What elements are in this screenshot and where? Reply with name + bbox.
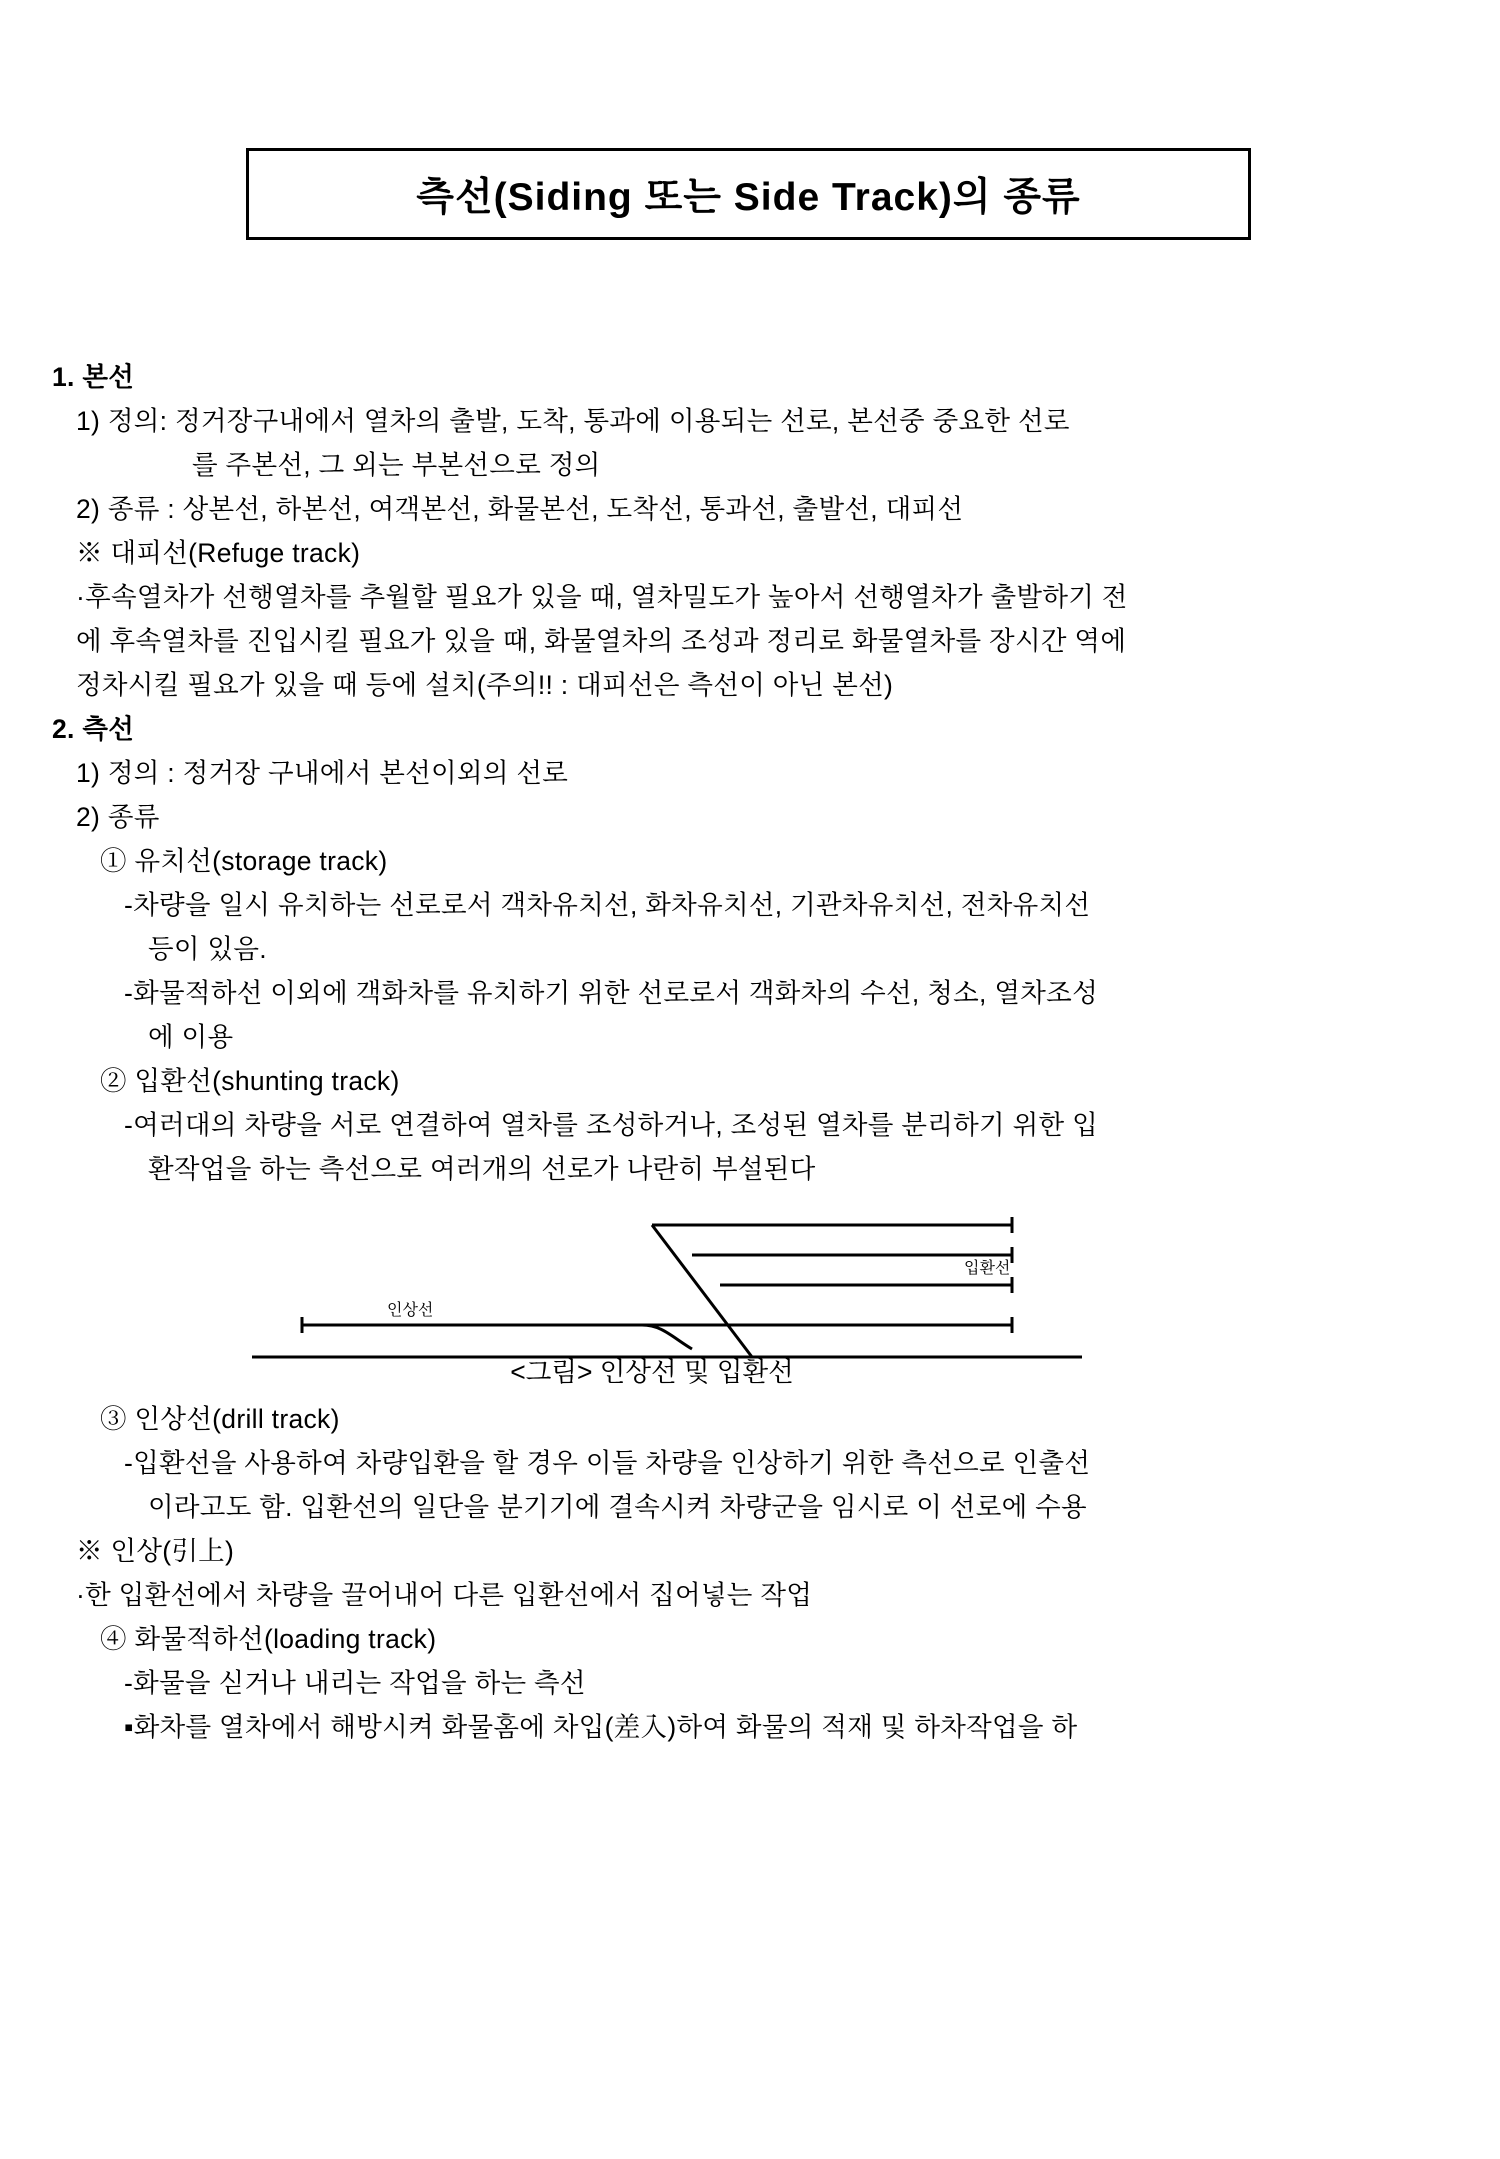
section-3-line-5: ·한 입환선에서 차량을 끌어내어 다른 입환선에서 집어넣는 작업	[76, 1580, 813, 1610]
section-2-line-6: -화물적하선 이외에 객화차를 유치하기 위한 선로로서 객화차의 수선, 청소, 열차조성	[124, 978, 1098, 1008]
page-title: 측선(Siding 또는 Side Track)의 종류	[416, 176, 1081, 219]
document-body	[52, 355, 1452, 1749]
section-2-line-7: 에 이용	[148, 1022, 234, 1052]
section-1-line-6: 에 후속열차를 진입시킬 필요가 있을 때, 화물열차의 조성과 정리로 화물열차를 장시간 역에	[76, 626, 1127, 656]
section-3-line-8: ▪화차를 열차에서 해방시켜 화물홈에 차입(差入)하여 화물의 적재 및 하차작업을 하	[124, 1712, 1078, 1742]
section-1-line-3: 2) 종류 : 상본선, 하본선, 여객본선, 화물본선, 도착선, 통과선, 출발선, 대피선	[76, 494, 964, 524]
section-2-line-3: ① 유치선(storage track)	[100, 846, 388, 876]
section-2-line-8: ② 입환선(shunting track)	[100, 1066, 400, 1096]
section-1-line-5: ·후속열차가 선행열차를 추월할 필요가 있을 때, 열차밀도가 높아서 선행열차가 출발하기 전	[76, 582, 1128, 612]
section-1-line-1: 1) 정의: 정거장구내에서 열차의 출발, 도착, 통과에 이용되는 선로, 본선중 중요한 선로	[76, 406, 1070, 436]
section-heading-2: 2. 측선	[52, 714, 135, 744]
section-3-line-4: ※ 인상(引上)	[76, 1536, 235, 1566]
section-2-line-2: 2) 종류	[76, 802, 160, 832]
document-title-box	[246, 148, 1251, 240]
section-1-line-7: 정차시킬 필요가 있을 때 등에 설치(주의!! : 대피선은 측선이 아닌 본선)	[76, 670, 894, 700]
section-3-line-2: -입환선을 사용하여 차량입환을 할 경우 이들 차량을 인상하기 위한 측선으로 인출선	[124, 1448, 1091, 1478]
section-2-line-5: 등이 있음.	[148, 934, 267, 964]
section-2-line-9: -여러대의 차량을 서로 연결하여 열차를 조성하거나, 조성된 열차를 분리하기 위한 입	[124, 1110, 1098, 1140]
section-2-line-4: -차량을 일시 유치하는 선로로서 객차유치선, 화차유치선, 기관차유치선, 전차유치선	[124, 890, 1091, 920]
track-diagram-figure	[52, 1197, 1452, 1397]
section-3-line-1: ③ 인상선(drill track)	[100, 1404, 340, 1434]
section-3-line-6: ④ 화물적하선(loading track)	[100, 1624, 437, 1654]
section-3-line-3: 이라고도 함. 입환선의 일단을 분기기에 결속시켜 차량군을 임시로 이 선로에 수용	[148, 1492, 1087, 1522]
figure-label-ipwhanseon: 입환선	[964, 1260, 1011, 1277]
figure-caption: <그림> 인상선 및 입환선	[510, 1357, 794, 1387]
figure-label-insangseon: 인상선	[387, 1302, 434, 1319]
section-2-line-10: 환작업을 하는 측선으로 여러개의 선로가 나란히 부설된다	[148, 1154, 816, 1184]
section-1-line-4: ※ 대피선(Refuge track)	[76, 538, 361, 568]
section-2-line-1: 1) 정의 : 정거장 구내에서 본선이외의 선로	[76, 758, 569, 788]
section-heading-1: 1. 본선	[52, 362, 135, 392]
section-1-line-2: 를 주본선, 그 외는 부본선으로 정의	[192, 450, 601, 480]
section-3-line-7: -화물을 싣거나 내리는 작업을 하는 측선	[124, 1668, 586, 1698]
